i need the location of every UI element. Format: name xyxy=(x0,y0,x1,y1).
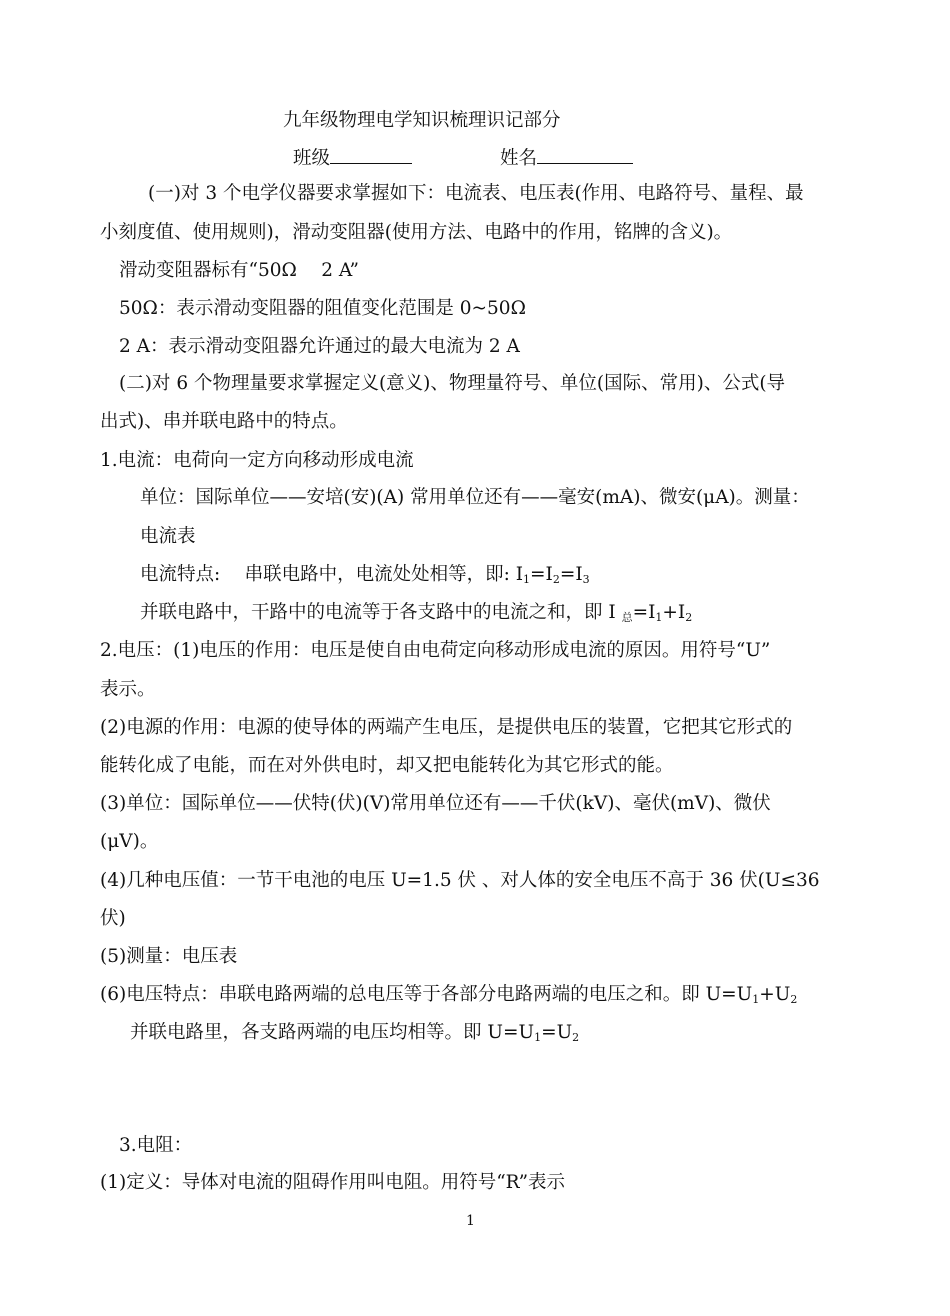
voltage-line2: 表示。 xyxy=(100,679,156,700)
current-parallel-feature: 并联电路中，干路中的电流等于各支路中的电流之和，即 I $_总=I_1+I_2$ xyxy=(140,602,693,624)
class-label: 班级 xyxy=(293,148,331,169)
voltage-line9: (5)测量：电压表 xyxy=(100,946,238,967)
name-blank-line xyxy=(537,145,633,164)
voltage-parallel-feature: 并联电路里，各支路两端的电压均相等。即 $U=U_1=U_2$ xyxy=(130,1022,580,1044)
voltage-line5: (3)单位：国际单位——伏特(伏)(V)常用单位还有——千伏(kV)、毫伏(mV)、微伏 xyxy=(100,793,771,814)
parallel-current-text: 并联电路中，干路中的电流等于各支路中的电流之和，即 I xyxy=(140,602,622,623)
section1-line1: (一)对 3 个电学仪器要求掌握如下：电流表、电压表(作用、电路符号、量程、最 xyxy=(148,183,804,204)
voltage-line6: (μV)。 xyxy=(100,831,159,852)
series-voltage-text: (6)电压特点：串联电路两端的总电压等于各部分电路两端的电压之和。即 U=U xyxy=(100,984,753,1005)
current-feature-text: 电流特点: 串联电路中，电流处处相等，即: xyxy=(140,564,516,585)
voltage-line8: 伏) xyxy=(100,908,126,929)
name-field xyxy=(500,145,633,172)
current-heading: 1.电流：电荷向一定方向移动形成电流 xyxy=(100,450,414,471)
section2-line1: (二)对 6 个物理量要求掌握定义(意义)、物理量符号、单位(国际、常用)、公式(导 xyxy=(119,373,786,394)
voltage-line1: 2.电压：(1)电压的作用：电压是使自由电荷定向移动形成电流的原因。用符号“U” xyxy=(100,640,771,661)
series-current-formula: $I_1=I_2=I_3$ xyxy=(515,564,590,586)
name-label: 姓名 xyxy=(500,148,538,169)
voltage-line3: (2)电源的作用：电源的使导体的两端产生电压，是提供电压的装置，它把其它形式的 xyxy=(100,717,793,738)
current-unit-line: 单位：国际单位——安培(安)(A) 常用单位还有——毫安(mA)、微安(μA)。测量： xyxy=(140,487,810,508)
page-number: 1 xyxy=(466,1213,475,1229)
current-series-feature xyxy=(140,562,590,588)
class-blank-line xyxy=(330,145,412,164)
document-title: 九年级物理电学知识梳理识记部分 xyxy=(283,110,561,131)
parallel-voltage-text: 并联电路里，各支路两端的电压均相等。即 U=U xyxy=(130,1022,535,1043)
section1-line3: 滑动变阻器标有“50Ω 2 A” xyxy=(119,260,359,281)
voltage-series-feature: (6)电压特点：串联电路两端的总电压等于各部分电路两端的电压之和。即 $U=U_1+U_2$ xyxy=(100,984,798,1006)
voltage-line4: 能转化成了电能，而在对外供电时，却又把电能转化为其它形式的能。 xyxy=(100,755,674,776)
resistance-line1: (1)定义：导体对电流的阻碍作用叫电阻。用符号“R”表示 xyxy=(100,1172,566,1193)
section2-line2: 出式)、串并联电路中的特点。 xyxy=(100,411,348,432)
section1-line5: 2 A：表示滑动变阻器允许通过的最大电流为 2 A xyxy=(119,336,520,357)
current-unit-line2: 电流表 xyxy=(140,526,196,547)
class-field xyxy=(293,145,412,172)
voltage-line7: (4)几种电压值：一节干电池的电压 U=1.5 伏 、对人体的安全电压不高于 36 伏(U≤36 xyxy=(100,870,820,891)
section1-line4: 50Ω：表示滑动变阻器的阻值变化范围是 0~50Ω xyxy=(119,298,526,319)
resistance-heading: 3.电阻： xyxy=(119,1135,193,1156)
section1-line2: 小刻度值、使用规则)，滑动变阻器(使用方法、电路中的作用，铭牌的含义)。 xyxy=(100,222,733,243)
